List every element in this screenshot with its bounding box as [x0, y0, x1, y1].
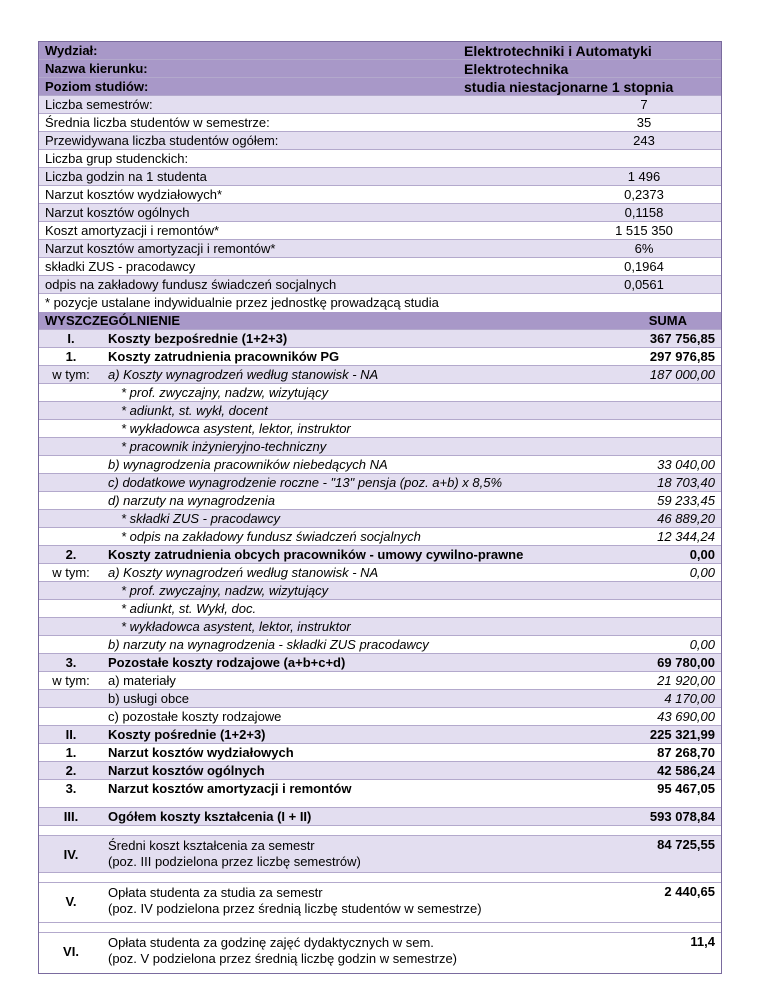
table-row — [39, 582, 721, 600]
table-row — [39, 402, 721, 420]
total-value: 2 440,65 — [664, 884, 715, 899]
spacer-row — [39, 923, 721, 933]
table-row — [39, 546, 721, 564]
param-label: Liczba semestrów: — [45, 97, 153, 112]
row-number: 3. — [65, 781, 77, 796]
param-value: 243 — [633, 133, 655, 148]
param-value: 6% — [634, 241, 654, 256]
param-row — [39, 168, 721, 186]
row-description: b) wynagrodzenia pracowników niebedących NA — [108, 457, 388, 472]
row-value: 33 040,00 — [657, 457, 715, 472]
table-row — [39, 600, 721, 618]
param-label: składki ZUS - pracodawcy — [45, 259, 196, 274]
table-row — [39, 780, 721, 798]
row-value: 187 000,00 — [649, 367, 715, 382]
param-row — [39, 114, 721, 132]
table-row — [39, 348, 721, 366]
param-value: 1 496 — [627, 169, 661, 184]
param-row — [39, 186, 721, 204]
param-row — [39, 96, 721, 114]
param-value: 35 — [636, 115, 652, 130]
table-row — [39, 744, 721, 762]
total-description-line2: (poz. V podzielona przez średnią liczbę godzin w semestrze) — [108, 951, 458, 966]
param-row — [39, 204, 721, 222]
row-description: a) materiały — [108, 673, 176, 688]
row-value: 46 889,20 — [657, 511, 715, 526]
param-value: 0,2373 — [624, 187, 664, 202]
field-label: Nazwa kierunku: — [45, 61, 148, 76]
row-number: w tym: — [52, 673, 90, 688]
table-row — [39, 528, 721, 546]
total-description-line2: (poz. III podzielona przez liczbę semestrów) — [108, 854, 361, 869]
total-value: 84 725,55 — [657, 837, 715, 852]
param-row — [39, 150, 721, 168]
table-row — [39, 510, 721, 528]
total-row — [39, 836, 721, 873]
param-label: Przewidywana liczba studentów ogółem: — [45, 133, 279, 148]
table-row — [39, 654, 721, 672]
field-value: Elektrotechnika — [464, 61, 569, 77]
param-label: Narzut kosztów ogólnych — [45, 205, 190, 220]
row-value: 12 344,24 — [657, 529, 715, 544]
spacer-row — [39, 826, 721, 836]
header-row-level — [39, 78, 721, 96]
param-label: Średnia liczba studentów w semestrze: — [45, 115, 270, 130]
row-value: 69 780,00 — [657, 655, 715, 670]
row-description: Koszty pośrednie (1+2+3) — [108, 727, 266, 742]
table-header — [39, 312, 721, 330]
row-description: a) Koszty wynagrodzeń według stanowisk - NA — [108, 565, 379, 580]
total-description-line1: Opłata studenta za godzinę zajęć dydaktycznych w sem. — [108, 935, 434, 950]
row-number: 3. — [65, 655, 77, 670]
param-row — [39, 132, 721, 150]
total-number: III. — [63, 809, 79, 824]
row-description: Pozostałe koszty rodzajowe (a+b+c+d) — [108, 655, 346, 670]
table-row — [39, 564, 721, 582]
param-label: Liczba godzin na 1 studenta — [45, 169, 207, 184]
row-number: II. — [65, 727, 77, 742]
row-description: b) narzuty na wynagrodzenia - składki ZUS pracodawcy — [108, 637, 429, 652]
total-number: VI. — [63, 944, 79, 959]
spacer-row — [39, 798, 721, 808]
row-number: w tym: — [52, 565, 90, 580]
row-value: 42 586,24 — [657, 763, 715, 778]
row-value: 43 690,00 — [657, 709, 715, 724]
spacer-row — [39, 873, 721, 883]
param-label: Koszt amortyzacji i remontów* — [45, 223, 220, 238]
row-number: I. — [67, 331, 75, 346]
param-value: 7 — [640, 97, 648, 112]
row-number: 1. — [65, 349, 77, 364]
param-row — [39, 276, 721, 294]
table-row — [39, 672, 721, 690]
total-value: 593 078,84 — [649, 809, 715, 824]
total-number: V. — [65, 894, 77, 909]
column-header-label: WYSZCZEGÓLNIENIE — [45, 313, 181, 328]
total-value: 11,4 — [690, 934, 715, 949]
param-label: Narzut kosztów wydziałowych* — [45, 187, 223, 202]
table-row — [39, 492, 721, 510]
row-description: b) usługi obce — [108, 691, 189, 706]
row-description: Narzut kosztów ogólnych — [108, 763, 265, 778]
param-row — [39, 222, 721, 240]
row-description: Narzut kosztów amortyzacji i remontów — [108, 781, 352, 796]
total-description-line1: Średni koszt kształcenia za semestr — [108, 838, 315, 853]
row-number: 1. — [65, 745, 77, 760]
row-description: * składki ZUS - pracodawcy — [121, 511, 280, 526]
row-value: 0,00 — [689, 637, 715, 652]
table-row — [39, 618, 721, 636]
param-label: Narzut kosztów amortyzacji i remontów* — [45, 241, 276, 256]
row-description: * pracownik inżynieryjno-techniczny — [121, 439, 327, 454]
row-description: Koszty zatrudnienia obcych pracowników - umowy cywilno-prawne — [108, 547, 524, 562]
row-value: 59 233,45 — [657, 493, 715, 508]
table-row — [39, 636, 721, 654]
table-row — [39, 474, 721, 492]
total-number: IV. — [63, 847, 79, 862]
total-description-line1: Opłata studenta za studia za semestr — [108, 885, 323, 900]
header-row-field — [39, 60, 721, 78]
row-description: * adiunkt, st. wykł, docent — [121, 403, 268, 418]
total-description-line2: (poz. IV podzielona przez średnią liczbę studentów w semestrze) — [108, 901, 482, 916]
row-description: Koszty bezpośrednie (1+2+3) — [108, 331, 288, 346]
param-label: * pozycje ustalane indywidualnie przez jednostkę prowadzącą studia — [45, 295, 439, 310]
param-label: odpis na zakładowy fundusz świadczeń socjalnych — [45, 277, 337, 292]
row-value: 0,00 — [689, 547, 715, 562]
param-value: 0,1158 — [624, 205, 664, 220]
cost-sheet — [38, 41, 722, 974]
level-value: studia niestacjonarne 1 stopnia — [464, 79, 674, 95]
row-description: c) pozostałe koszty rodzajowe — [108, 709, 282, 724]
param-row — [39, 294, 721, 312]
row-number: 2. — [65, 763, 77, 778]
row-description: c) dodatkowe wynagrodzenie roczne - "13" pensja (poz. a+b) x 8,5% — [108, 475, 503, 490]
row-value: 297 976,85 — [649, 349, 715, 364]
table-row — [39, 366, 721, 384]
table-row — [39, 384, 721, 402]
row-description: * prof. zwyczajny, nadzw, wizytujący — [121, 583, 329, 598]
param-row — [39, 240, 721, 258]
row-description: * wykładowca asystent, lektor, instruktor — [121, 619, 351, 634]
table-row — [39, 420, 721, 438]
row-description: d) narzuty na wynagrodzenia — [108, 493, 275, 508]
row-value: 225 321,99 — [649, 727, 715, 742]
table-row — [39, 456, 721, 474]
row-value: 95 467,05 — [657, 781, 715, 796]
param-label: Liczba grup studenckich: — [45, 151, 189, 166]
table-row — [39, 726, 721, 744]
row-value: 367 756,85 — [649, 331, 715, 346]
param-value: 0,0561 — [624, 277, 664, 292]
total-row — [39, 933, 721, 973]
row-description: * adiunkt, st. Wykł, doc. — [121, 601, 257, 616]
row-description: * wykładowca asystent, lektor, instruktor — [121, 421, 351, 436]
row-description: Koszty zatrudnienia pracowników PG — [108, 349, 340, 364]
level-label: Poziom studiów: — [45, 79, 149, 94]
table-row — [39, 762, 721, 780]
row-number: 2. — [65, 547, 77, 562]
header-row-faculty — [39, 42, 721, 60]
param-value: 0,1964 — [624, 259, 664, 274]
row-value: 21 920,00 — [657, 673, 715, 688]
table-row — [39, 690, 721, 708]
total-row — [39, 808, 721, 826]
total-description-line1: Ogółem koszty kształcenia (I + II) — [108, 809, 312, 824]
row-description: a) Koszty wynagrodzeń według stanowisk - NA — [108, 367, 379, 382]
param-value: 1 515 350 — [615, 223, 673, 238]
total-row — [39, 883, 721, 923]
table-row — [39, 708, 721, 726]
faculty-label: Wydział: — [45, 43, 98, 58]
param-row — [39, 258, 721, 276]
row-value: 87 268,70 — [657, 745, 715, 760]
row-value: 0,00 — [689, 565, 715, 580]
row-description: * odpis na zakładowy fundusz świadczeń socjalnych — [121, 529, 421, 544]
row-description: Narzut kosztów wydziałowych — [108, 745, 294, 760]
row-value: 4 170,00 — [664, 691, 715, 706]
row-number: w tym: — [52, 367, 90, 382]
table-row — [39, 330, 721, 348]
column-header-sum: SUMA — [648, 313, 687, 328]
row-value: 18 703,40 — [657, 475, 715, 490]
faculty-value: Elektrotechniki i Automatyki — [464, 43, 652, 59]
table-row — [39, 438, 721, 456]
row-description: * prof. zwyczajny, nadzw, wizytujący — [121, 385, 329, 400]
